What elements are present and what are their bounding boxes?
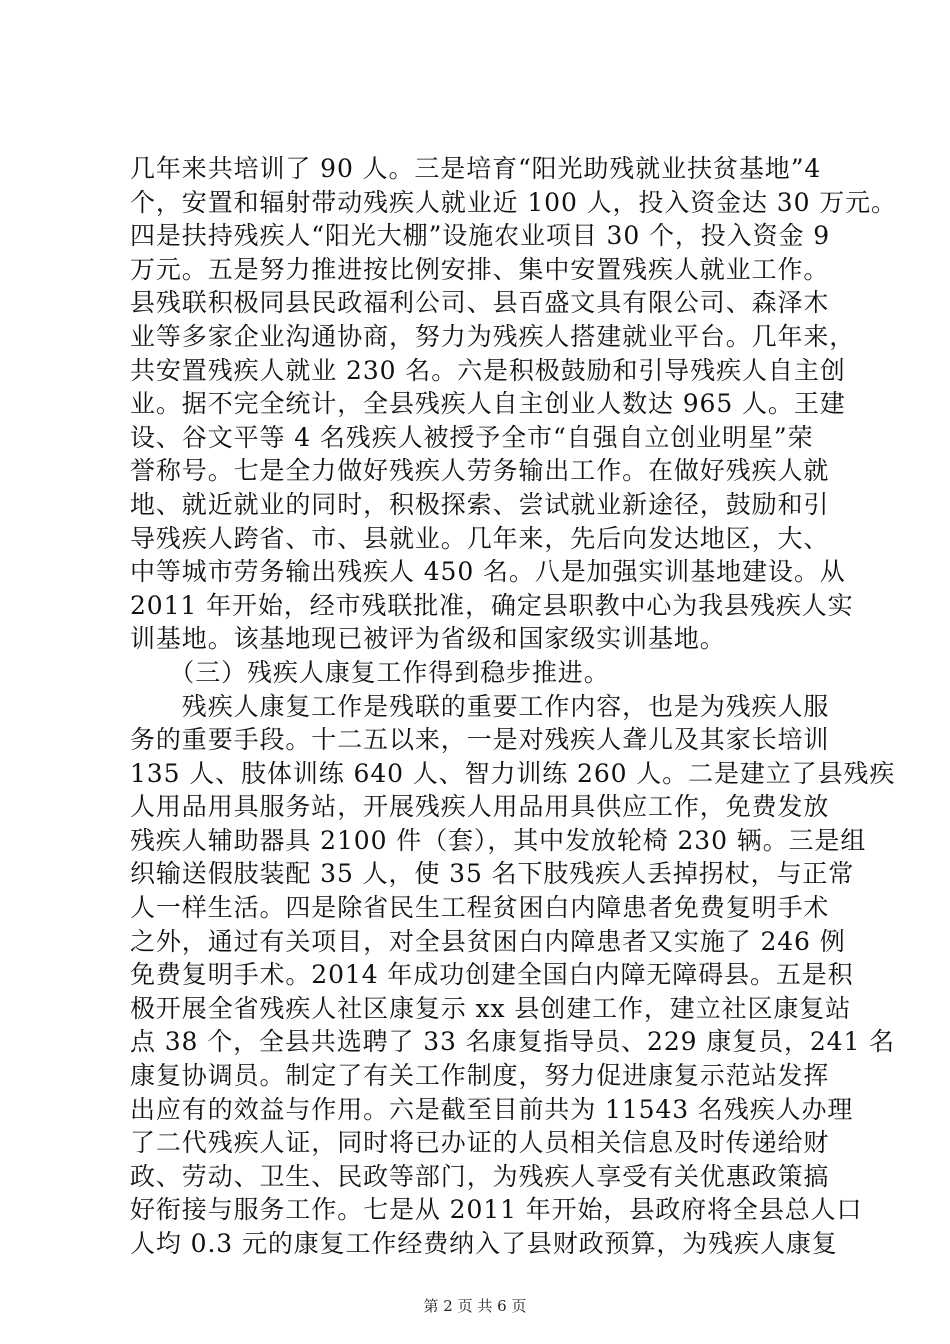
page-footer	[0, 1296, 950, 1316]
text-line: 人用品用具服务站，开展残疾人用品用具供应工作，免费发放	[130, 792, 830, 822]
body-text	[130, 152, 897, 1261]
text-line: 135 人、肢体训练 640 人、智力训练 260 人。二是建立了县残疾	[130, 758, 896, 788]
text-line: 出应有的效益与作用。六是截至目前共为 11543 名残疾人办理	[130, 1094, 854, 1124]
text-line: 个，安置和辐射带动残疾人就业近 100 人，投入资金达 30 万元。	[130, 187, 897, 217]
section-heading: （三）残疾人康复工作得到稳步推进。	[130, 657, 610, 687]
text-line: 业等多家企业沟通协商，努力为残疾人搭建就业平台。几年来，	[130, 321, 856, 351]
text-line: 极开展全省残疾人社区康复示 xx 县创建工作，建立社区康复站	[130, 993, 852, 1023]
text-line: 2011 年开始，经市残联批准，确定县职教中心为我县残疾人实	[130, 590, 854, 620]
text-line: 人一样生活。四是除省民生工程贫困白内障患者免费复明手术	[130, 893, 830, 923]
text-line: 地、就近就业的同时，积极探索、尝试就业新途径，鼓励和引	[130, 489, 830, 519]
text-line: 织输送假肢装配 35 人，使 35 名下肢残疾人丢掉拐杖，与正常	[130, 859, 855, 889]
text-line: 四是扶持残疾人“阳光大棚”设施农业项目 30 个，投入资金 9	[130, 221, 831, 251]
text-line: 几年来共培训了 90 人。三是培育“阳光助残就业扶贫基地”4	[130, 154, 822, 183]
text-line: 万元。五是努力推进按比例安排、集中安置残疾人就业工作。	[130, 254, 830, 284]
text-line: 誉称号。七是全力做好残疾人劳务输出工作。在做好残疾人就	[130, 456, 830, 486]
text-line: 了二代残疾人证，同时将已办证的人员相关信息及时传递给财	[130, 1128, 830, 1158]
text-line: 导残疾人跨省、市、县就业。几年来，先后向发达地区，大、	[130, 523, 830, 553]
text-line: 人均 0.3 元的康复工作经费纳入了县财政预算，为残疾人康复	[130, 1229, 838, 1258]
page-number-label: 第 2 页 共 6 页	[423, 1297, 527, 1315]
text-line: 点 38 个，全县共选聘了 33 名康复指导员、229 康复员，241 名	[130, 1027, 896, 1057]
text-line: 设、谷文平等 4 名残疾人被授予全市“自强自立创业明星”荣	[130, 422, 814, 452]
text-line: 县残联积极同县民政福利公司、县百盛文具有限公司、森泽木	[130, 288, 830, 318]
text-line: 康复协调员。制定了有关工作制度，努力促进康复示范站发挥	[130, 1061, 830, 1091]
text-line: 残疾人康复工作是残联的重要工作内容，也是为残疾人服	[130, 691, 830, 721]
text-line: 免费复明手术。2014 年成功创建全国白内障无障碍县。五是积	[130, 960, 854, 990]
text-line: 中等城市劳务输出残疾人 450 名。八是加强实训基地建设。从	[130, 557, 846, 587]
text-line: 残疾人辅助器具 2100 件（套），其中发放轮椅 230 辆。三是组	[130, 825, 867, 855]
text-line: 政、劳动、卫生、民政等部门，为残疾人享受有关优惠政策搞	[130, 1161, 830, 1191]
text-line: 好衔接与服务工作。七是从 2011 年开始，县政府将全县总人口	[130, 1195, 863, 1225]
text-line: 务的重要手段。十二五以来，一是对残疾人聋儿及其家长培训	[130, 725, 830, 755]
text-line: 之外，通过有关项目，对全县贫困白内障患者又实施了 246 例	[130, 926, 846, 956]
text-line: 业。据不完全统计，全县残疾人自主创业人数达 965 人。王建	[130, 389, 846, 419]
text-line: 共安置残疾人就业 230 名。六是积极鼓励和引导残疾人自主创	[130, 355, 846, 385]
text-line: 训基地。该基地现已被评为省级和国家级实训基地。	[130, 624, 726, 654]
